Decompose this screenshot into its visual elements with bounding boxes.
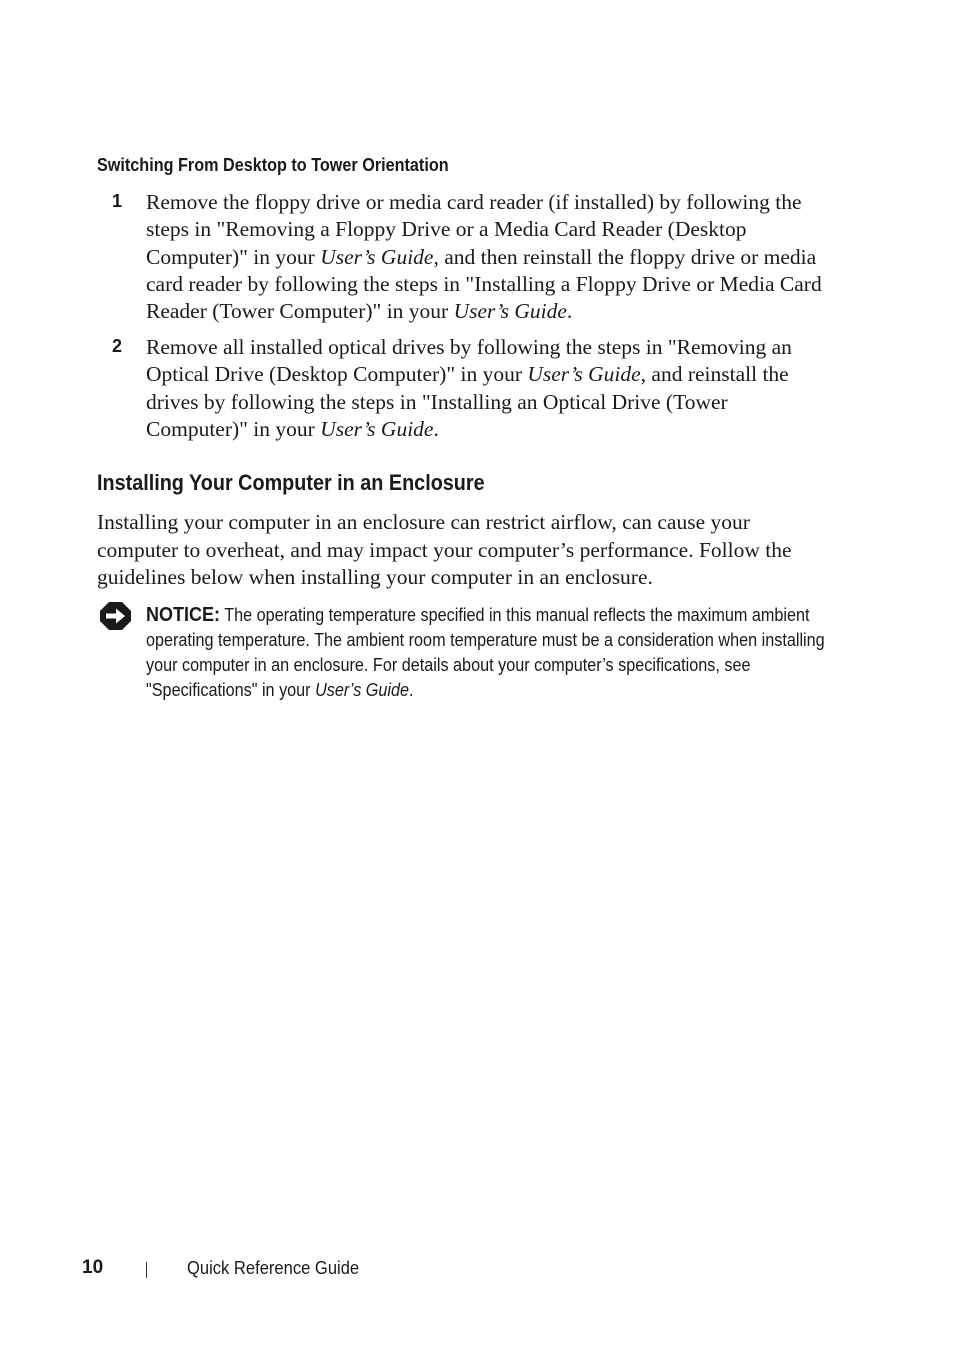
section-title: Installing Your Computer in an Enclosure — [97, 470, 485, 495]
notice-label: NOTICE: — [146, 604, 220, 626]
notice-arrow-icon — [99, 601, 132, 631]
users-guide-ref: User’s Guide — [320, 416, 434, 441]
footer-title: Quick Reference Guide — [187, 1258, 360, 1278]
step-number: 2 — [112, 336, 123, 356]
page-number: 10 — [82, 1257, 104, 1278]
footer-divider — [146, 1262, 147, 1278]
notice-text: NOTICE: The operating temperature specified in this manual reflects the maximum ambient operating temperature. The ambient room temperature must be a consideration when installing your computer in an enclosure. For details about your computer’s specifications, see "Specifications" in your User’s Guide. — [146, 604, 825, 700]
step-text: Remove the floppy drive or media card reader (if installed) by following the steps in "Removing a Floppy Drive or a Media Card Reader (Desktop Computer)" in your User’s Guide, and then reinstall the floppy drive or media card reader by following the steps in "Installing a Floppy Drive or Media Card Reader (Tower Computer)" in your User’s Guide. — [146, 190, 822, 324]
users-guide-ref: User’s Guide — [527, 362, 641, 387]
section-paragraph: Installing your computer in an enclosure can restrict airflow, can cause your computer to overheat, and may impact your computer’s performance. Follow the guidelines below when installing your computer in an enclosure. — [97, 510, 792, 589]
subsection-title: Switching From Desktop to Tower Orientation — [97, 155, 449, 175]
users-guide-ref: User’s Guide — [453, 299, 567, 324]
users-guide-ref: User’s Guide — [315, 680, 410, 700]
step-text: Remove all installed optical drives by following the steps in "Removing an Optical Drive (Desktop Computer)" in your User’s Guide, and reinstall the drives by following the steps in "Installing an Optical Drive (Tower Computer)" in your User’s Guide. — [146, 335, 792, 441]
step-number: 1 — [112, 191, 123, 211]
users-guide-ref: User’s Guide — [320, 244, 434, 269]
